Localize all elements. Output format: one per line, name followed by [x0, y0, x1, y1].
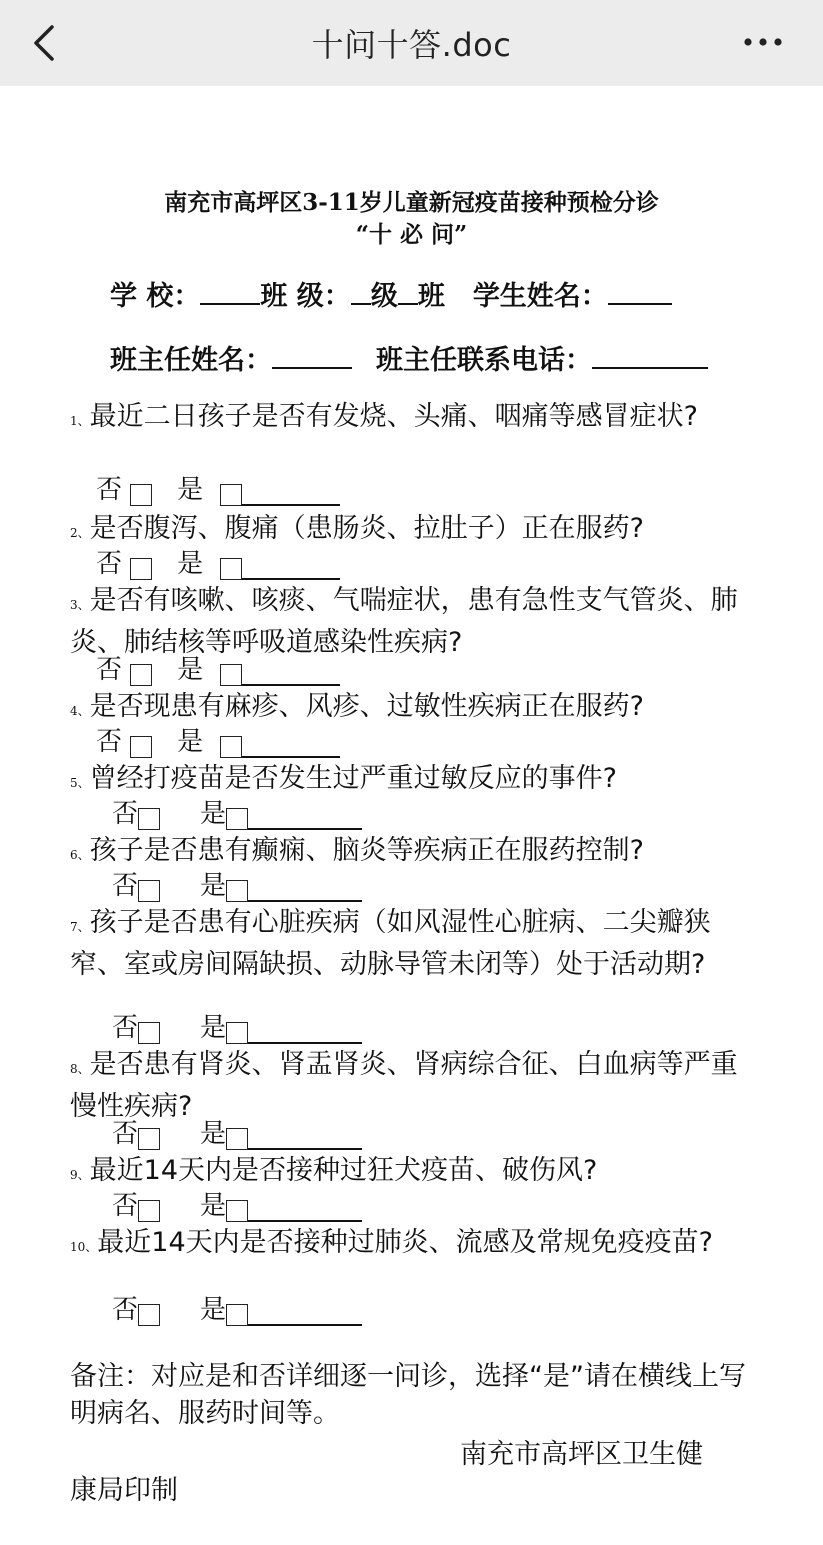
question-1: 1、最近二日孩子是否有发烧、头痛、咽痛等感冒症状?: [70, 401, 698, 432]
more-dots-icon: [743, 37, 783, 47]
no-checkbox[interactable]: [138, 1304, 160, 1326]
class-blank[interactable]: [398, 279, 418, 305]
answer-line[interactable]: [248, 828, 362, 830]
no-checkbox[interactable]: [138, 1022, 160, 1044]
question-7: 7、孩子是否患有心脏疾病（如风湿性心脏病、二尖瓣狭窄、室或房间隔缺损、动脉导管未闭等）处于活动期?: [70, 907, 711, 980]
no-checkbox[interactable]: [138, 808, 160, 830]
answer-row-4: 否 是: [96, 724, 340, 758]
issuer-line-2: 康局印制: [70, 1475, 178, 1506]
no-checkbox[interactable]: [130, 736, 152, 758]
yes-checkbox[interactable]: [226, 1022, 248, 1044]
no-checkbox[interactable]: [130, 664, 152, 686]
yes-checkbox[interactable]: [226, 808, 248, 830]
top-bar: [0, 0, 823, 86]
no-checkbox[interactable]: [138, 880, 160, 902]
info-row-2: [110, 338, 708, 377]
answer-row-1: 否 是: [96, 472, 340, 506]
document-title: 十问十答.doc: [311, 26, 512, 64]
student-name-label: 学生姓名：: [472, 281, 608, 312]
no-checkbox[interactable]: [130, 558, 152, 580]
teacher-phone-blank[interactable]: [592, 343, 708, 369]
answer-line[interactable]: [248, 900, 362, 902]
teacher-name-blank[interactable]: [272, 343, 352, 369]
question-3: 3、是否有咳嗽、咳痰、气喘症状，患有急性支气管炎、肺炎、肺结核等呼吸道感染性疾病?: [70, 585, 738, 658]
remarks-note: 备注：对应是和否详细逐一问诊，选择“是”请在横线上写明病名、服药时间等。: [70, 1361, 746, 1429]
chevron-left-icon: [30, 23, 56, 63]
question-6: 6、孩子是否患有癫痫、脑炎等疾病正在服药控制?: [70, 835, 644, 866]
yes-checkbox[interactable]: [226, 1128, 248, 1150]
grade-suffix: 级: [370, 281, 398, 312]
answer-row-5: 否 是: [112, 796, 362, 830]
info-row-1: [110, 274, 672, 313]
no-checkbox[interactable]: [138, 1200, 160, 1222]
no-checkbox[interactable]: [130, 484, 152, 506]
question-9: 9、最近14天内是否接种过狂犬疫苗、破伤风?: [70, 1155, 598, 1186]
class-suffix: 班: [417, 281, 445, 312]
answer-row-2: 否 是: [96, 546, 340, 580]
question-10: 10、最近14天内是否接种过肺炎、流感及常规免疫疫苗?: [70, 1227, 713, 1258]
answer-line[interactable]: [242, 578, 340, 580]
document-page: [0, 86, 823, 1545]
teacher-name-label: 班主任姓名：: [110, 345, 272, 376]
answer-row-7: 否 是: [112, 1010, 362, 1044]
yes-checkbox[interactable]: [220, 484, 242, 506]
answer-line[interactable]: [242, 684, 340, 686]
document-heading: 南充市高坪区3-11岁儿童新冠疫苗接种预检分诊: [164, 189, 659, 216]
answer-line[interactable]: [242, 504, 340, 506]
more-options-button[interactable]: [731, 22, 795, 62]
yes-checkbox[interactable]: [226, 1200, 248, 1222]
yes-checkbox[interactable]: [220, 736, 242, 758]
question-8: 8、是否患有肾炎、肾盂肾炎、肾病综合征、白血病等严重慢性疾病?: [70, 1049, 738, 1122]
class-label: 班 级：: [260, 281, 351, 312]
back-button[interactable]: [18, 18, 68, 68]
student-name-blank[interactable]: [608, 279, 672, 305]
teacher-phone-label: 班主任联系电话：: [376, 345, 592, 376]
answer-row-8: 否 是: [112, 1116, 362, 1150]
answer-row-10: 否 是: [112, 1292, 362, 1326]
no-checkbox[interactable]: [138, 1128, 160, 1150]
answer-row-6: 否 是: [112, 868, 362, 902]
grade-blank[interactable]: [351, 279, 371, 305]
question-5: 5、曾经打疫苗是否发生过严重过敏反应的事件?: [70, 763, 617, 794]
yes-checkbox[interactable]: [226, 1304, 248, 1326]
yes-checkbox[interactable]: [220, 664, 242, 686]
yes-checkbox[interactable]: [220, 558, 242, 580]
answer-row-9: 否 是: [112, 1188, 362, 1222]
answer-line[interactable]: [242, 756, 340, 758]
answer-line[interactable]: [248, 1220, 362, 1222]
answer-line[interactable]: [248, 1042, 362, 1044]
answer-row-3: 否 是: [96, 652, 340, 686]
yes-checkbox[interactable]: [226, 880, 248, 902]
school-blank[interactable]: [200, 279, 260, 305]
answer-line[interactable]: [248, 1324, 362, 1326]
question-4: 4、是否现患有麻疹、风疹、过敏性疾病正在服药?: [70, 691, 644, 722]
school-label: 学 校：: [110, 281, 201, 312]
issuer-line-1: 南充市高坪区卫生健: [460, 1439, 703, 1470]
question-2: 2、是否腹泻、腹痛（患肠炎、拉肚子）正在服药?: [70, 513, 644, 544]
document-subheading: “十 必 问”: [355, 221, 468, 248]
answer-line[interactable]: [248, 1148, 362, 1150]
